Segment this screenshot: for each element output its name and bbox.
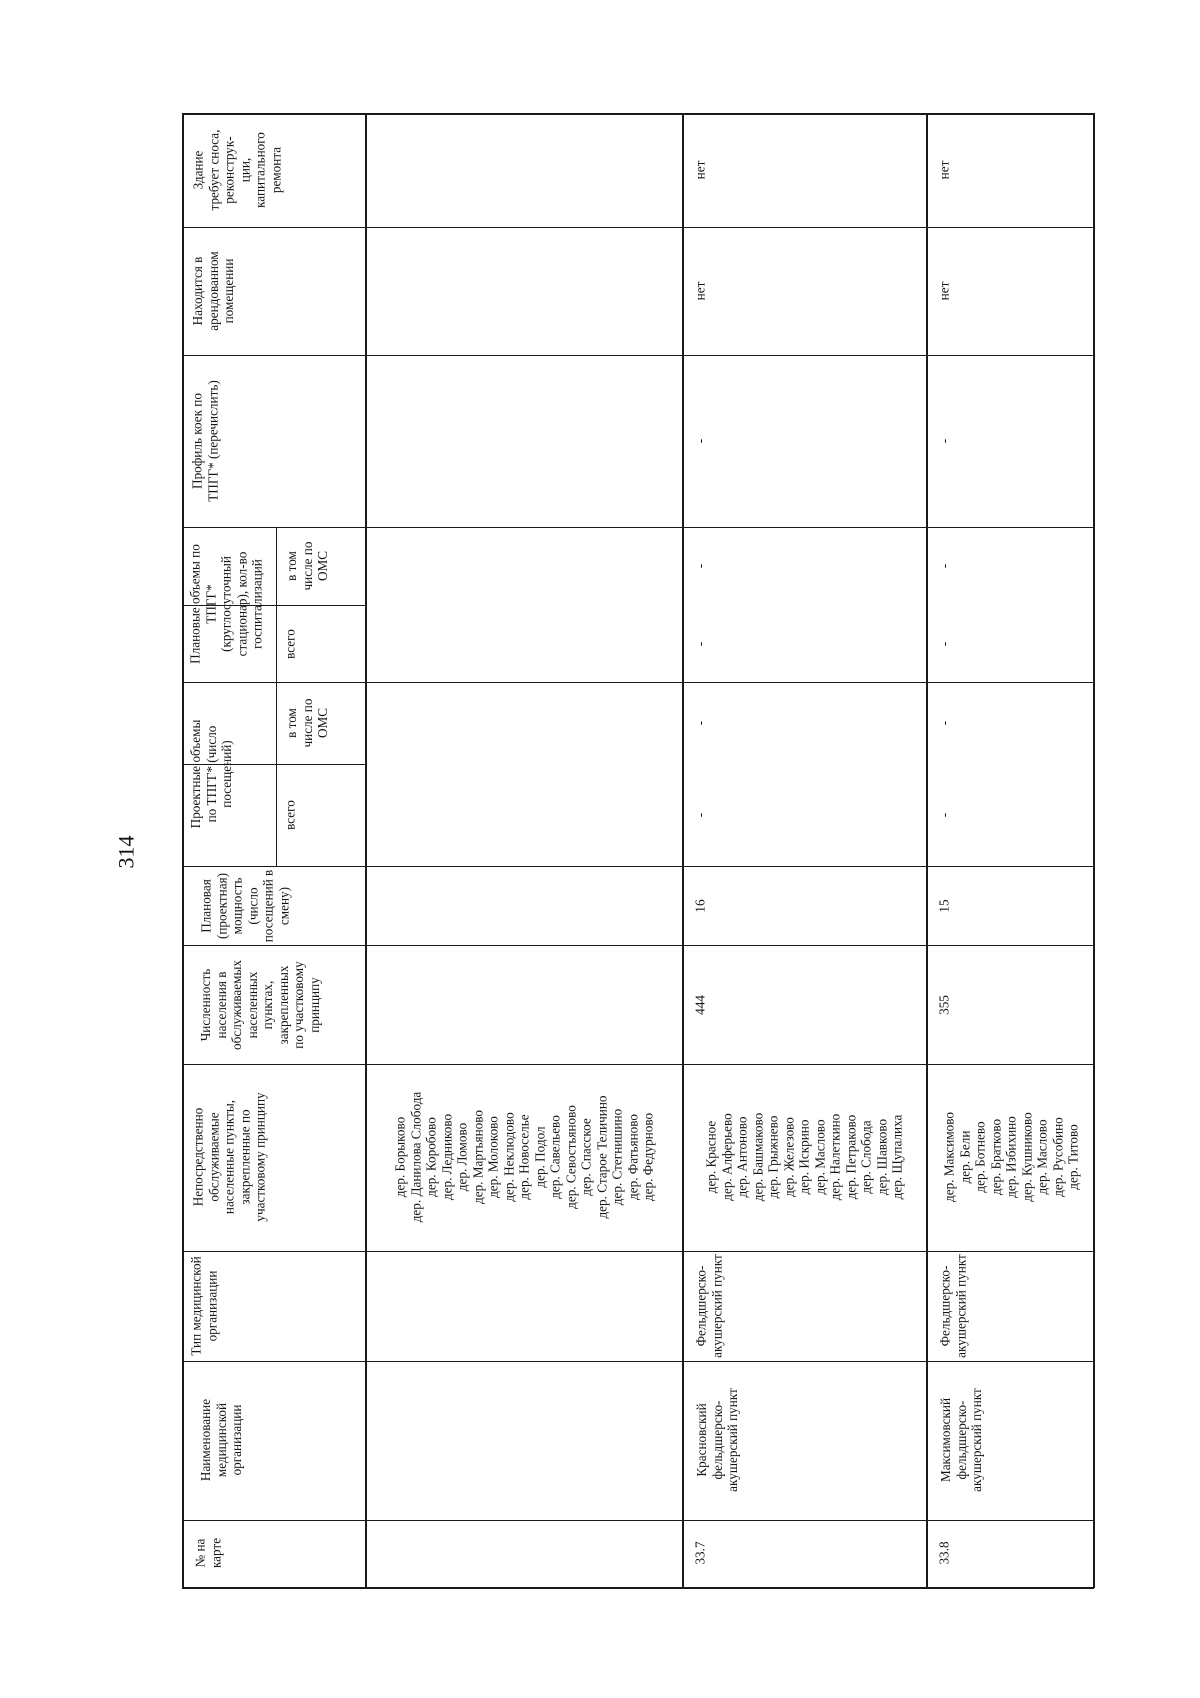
row-33-7-hosp-oms: -	[692, 563, 708, 569]
row-33-8-number: 33.8	[936, 1541, 952, 1565]
header-hosp-total: всего	[282, 629, 298, 659]
header-capacity: Плановая (проектная) мощность (число посещений в смену)	[198, 869, 291, 943]
row-33-7-settlements: дер. Красное дер. Алферьево дер. Антоново дер. Башмаково дер. Грыжнево дер. Железово дер. Искрино дер. Маслово дер. Налеткино дер. Петраково дер. Слобода дер. Шавково дер. Щупалиха	[703, 1112, 905, 1202]
row-33-8-bed-profile: -	[936, 438, 952, 444]
row-continuation-settlements: дер. Борыково дер. Данилова Слобода дер. Коробово дер. Ледниково дер. Ломово дер. Мартьяново дер. Молоково дер. Неклюдово дер. Новоселье дер. Подол дер. Савельево дер. Севостьяново дер. Спасское дер. Старое Теличино дер. Стегнишино дер. Фатьяново дер. Федурново	[392, 1091, 656, 1223]
row-33-8-visits-total: -	[936, 812, 952, 818]
header-population: Численность населения в обслуживаемых населенных пунктах, закрепленных по участковому принципу	[198, 960, 322, 1050]
page-number-text: 314	[113, 835, 138, 869]
column-separator	[182, 227, 1094, 228]
header-map-number: № на карте	[192, 1537, 223, 1569]
row-33-8-type: Фельдшерско- акушерский пункт	[937, 1254, 968, 1358]
row-33-7-building: нет	[692, 160, 708, 180]
row-33-8-rented: нет	[936, 281, 952, 301]
page-number	[112, 830, 140, 874]
column-separator	[182, 1520, 1094, 1521]
row-33-7-name: Красновский фельдшерско- акушерский пункт	[693, 1388, 740, 1492]
header-bed-profile: Профиль коек по ТПГГ* (перечислить)	[189, 380, 220, 502]
header-org-type: Тип медицинской организации	[188, 1256, 219, 1356]
subheader-separator	[276, 682, 277, 866]
column-separator	[182, 866, 1094, 867]
row-33-8-hosp-total: -	[936, 641, 952, 647]
header-separator	[365, 113, 367, 1588]
row-33-8-hosp-oms: -	[936, 563, 952, 569]
column-separator	[182, 682, 1094, 683]
column-separator	[182, 1361, 1094, 1362]
table-border	[1093, 113, 1095, 1588]
header-hosp-oms: в том числе по ОМС	[283, 541, 330, 591]
row-33-7-hosp-total: -	[692, 641, 708, 647]
row-33-8-building: нет	[936, 160, 952, 180]
row-33-7-visits-total: -	[692, 812, 708, 818]
row-33-7-visits-oms: -	[692, 720, 708, 726]
row-33-8-population: 355	[936, 995, 952, 1015]
header-hosp-group: Плановые объемы по ТПГГ* (круглосуточный стационар), кол-во госпитализаций	[187, 544, 265, 664]
row-separator	[682, 113, 684, 1588]
row-33-7-population: 444	[692, 995, 708, 1015]
row-33-7-number: 33.7	[692, 1541, 708, 1565]
column-separator	[182, 355, 1094, 356]
row-33-7-capacity: 16	[692, 899, 708, 913]
row-33-7-type: Фельдшерско- акушерский пункт	[693, 1254, 724, 1358]
row-33-8-settlements: дер. Максимово дер. Бели дер. Ботнево дер. Братково дер. Избихино дер. Кушниково дер. Маслово дер. Русобино дер. Титово	[941, 1112, 1081, 1202]
row-33-8-visits-oms: -	[936, 720, 952, 726]
column-separator	[182, 1064, 1094, 1065]
row-33-8-name: Максимовский фельдшерско- акушерский пункт	[937, 1388, 984, 1492]
column-separator	[182, 945, 1094, 946]
table-border	[182, 113, 1094, 115]
table-border	[182, 113, 184, 1588]
header-building: Здание требует сноса, реконструк- ции, капитального ремонта	[190, 129, 283, 211]
row-33-7-rented: нет	[692, 281, 708, 301]
table-border	[182, 1587, 1094, 1589]
row-33-7-bed-profile: -	[692, 438, 708, 444]
header-org-name: Наименование медицинской организации	[197, 1398, 244, 1482]
row-33-8-capacity: 15	[936, 899, 952, 913]
header-settlements: Непосредственно обслуживаемые населенные пункты, закрепленные по участковому принципу	[190, 1092, 268, 1222]
row-separator	[926, 113, 928, 1588]
header-visits-oms: в том числе по ОМС	[283, 698, 330, 748]
header-visits-group: Проектные объемы по ТПГГ* (число посещений)	[187, 719, 234, 829]
header-visits-total: всего	[282, 800, 298, 830]
header-rented: Находится в арендованном помещении	[189, 251, 236, 331]
column-separator	[182, 1251, 1094, 1252]
column-separator	[182, 527, 1094, 528]
